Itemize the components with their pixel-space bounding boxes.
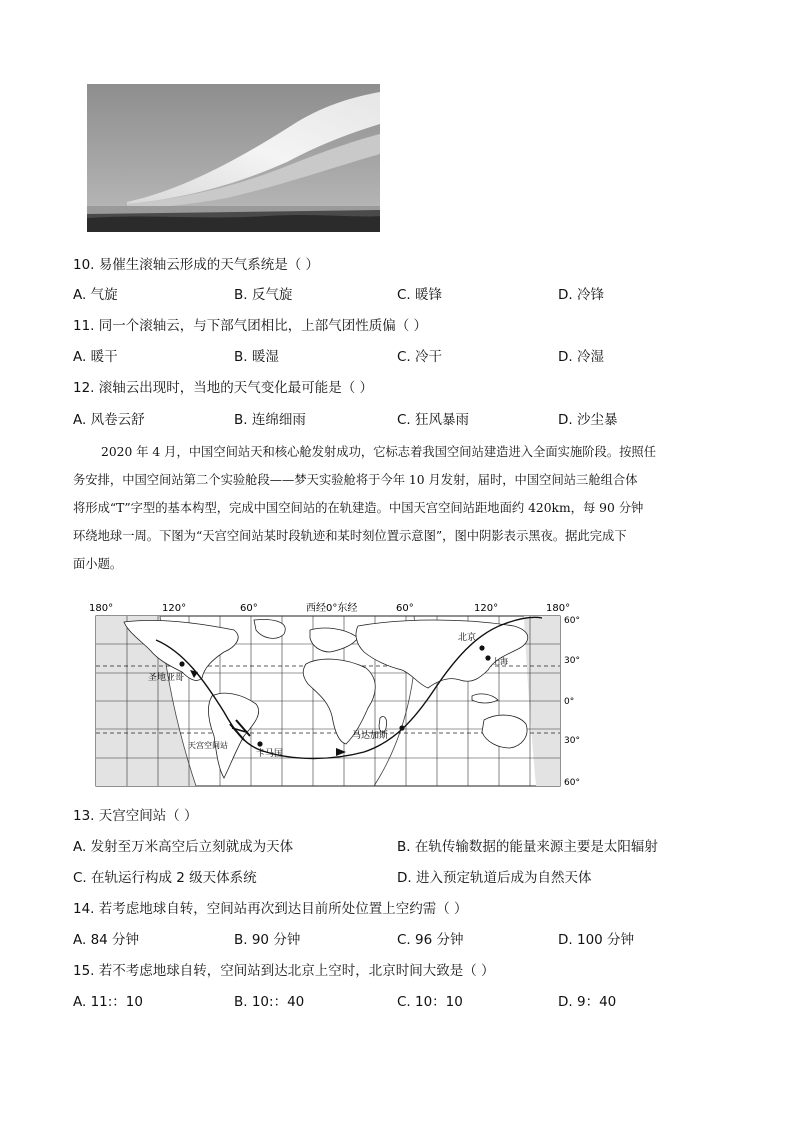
passage-line-3: 将形成“T”字型的基本构型，完成中国空间站的在轨建造。中国天宫空间站距地面约 420km，每 90 分钟 bbox=[73, 501, 644, 515]
station-label: 天宫空间站 bbox=[188, 741, 228, 750]
q15-option-a: A. 11:：10 bbox=[73, 994, 143, 1010]
santiago-label: 圣地亚哥 bbox=[148, 673, 185, 683]
q11-option-d: D. 冷湿 bbox=[558, 349, 604, 365]
beijing-dot bbox=[479, 645, 484, 650]
q10-option-c: C. 暖锋 bbox=[397, 287, 443, 303]
q14-option-d: D. 100 分钟 bbox=[558, 932, 635, 948]
q15-option-c: C. 10：10 bbox=[397, 994, 463, 1010]
question-13-stem: 13. 天宫空间站（ ） bbox=[73, 808, 198, 824]
q14-option-c: C. 96 分钟 bbox=[397, 932, 464, 948]
lon-label: 西经0°东经 bbox=[306, 603, 358, 614]
lat-label: 0° bbox=[564, 697, 575, 707]
lon-label: 120° bbox=[162, 603, 187, 614]
lon-label: 60° bbox=[240, 603, 258, 614]
lat-label: 30° bbox=[564, 736, 580, 746]
kama-dot bbox=[257, 741, 262, 746]
madagascar-dot bbox=[399, 725, 404, 730]
lon-label: 180° bbox=[546, 603, 571, 614]
question-12-stem: 12. 滚轴云出现时，当地的天气变化最可能是（ ） bbox=[73, 380, 374, 396]
q12-option-b: B. 连绵细雨 bbox=[234, 412, 306, 428]
roll-cloud-photo bbox=[87, 84, 380, 232]
q14-option-a: A. 84 分钟 bbox=[73, 932, 140, 948]
q15-option-d: D. 9：40 bbox=[558, 994, 617, 1010]
passage bbox=[73, 438, 723, 578]
shanghai-label: 上海 bbox=[492, 657, 508, 666]
q15-option-b: B. 10:：40 bbox=[234, 994, 305, 1010]
q11-option-a: A. 暖干 bbox=[73, 349, 118, 365]
q10-option-a: A. 气旋 bbox=[73, 287, 118, 303]
q10-option-d: D. 冷锋 bbox=[558, 287, 604, 303]
q13-option-d: D. 进入预定轨道后成为自然天体 bbox=[397, 870, 592, 886]
q11-option-b: B. 暖湿 bbox=[234, 349, 279, 365]
q13-option-c: C. 在轨运行构成 2 级天体系统 bbox=[73, 870, 257, 886]
lat-label: 60° bbox=[564, 616, 580, 626]
question-15-stem: 15. 若不考虑地球自转，空间站到达北京上空时，北京时间大致是（ ） bbox=[73, 963, 495, 979]
space-station-orbit-map bbox=[84, 600, 584, 790]
lat-label: 30° bbox=[564, 656, 580, 666]
passage-line-1: 2020 年 4 月，中国空间站天和核心舱发射成功，它标志着我国空间站建造进入全面实施阶段。按照任 bbox=[101, 445, 657, 459]
shanghai-dot bbox=[485, 655, 490, 660]
lon-label: 60° bbox=[396, 603, 414, 614]
q12-option-d: D. 沙尘暴 bbox=[558, 412, 618, 428]
passage-line-4: 环绕地球一周。下图为“天宫空间站某时段轨迹和某时刻位置示意图”，图中阴影表示黑夜。据此完成下 bbox=[73, 529, 627, 543]
q13-option-a: A. 发射至万米高空后立刻就成为天体 bbox=[73, 839, 294, 855]
q12-option-a: A. 风卷云舒 bbox=[73, 412, 145, 428]
beijing-label: 北京 bbox=[458, 633, 477, 643]
question-11-stem: 11. 同一个滚轴云，与下部气团相比，上部气团性质偏（ ） bbox=[73, 318, 428, 334]
lon-label: 120° bbox=[474, 603, 499, 614]
madagascar-label: 马达加斯 bbox=[352, 731, 389, 741]
q12-option-c: C. 狂风暴雨 bbox=[397, 412, 470, 428]
q13-option-b: B. 在轨传输数据的能量来源主要是太阳辐射 bbox=[397, 839, 658, 855]
question-10-stem: 10. 易催生滚轴云形成的天气系统是（ ） bbox=[73, 257, 320, 273]
passage-line-2: 务安排，中国空间站第二个实验舱段——梦天实验舱将于今年 10 月发射，届时，中国空间站三舱组合体 bbox=[73, 473, 638, 487]
lat-label: 60° bbox=[564, 778, 580, 788]
lon-label: 180° bbox=[89, 603, 114, 614]
q11-option-c: C. 冷干 bbox=[397, 349, 443, 365]
question-14-stem: 14. 若考虑地球自转，空间站再次到达目前所处位置上空约需（ ） bbox=[73, 901, 468, 917]
passage-line-5: 面小题。 bbox=[73, 557, 123, 571]
santiago-dot bbox=[179, 661, 184, 666]
q14-option-b: B. 90 分钟 bbox=[234, 932, 301, 948]
q10-option-b: B. 反气旋 bbox=[234, 287, 293, 303]
kama-label: 卡马国 bbox=[256, 749, 284, 759]
